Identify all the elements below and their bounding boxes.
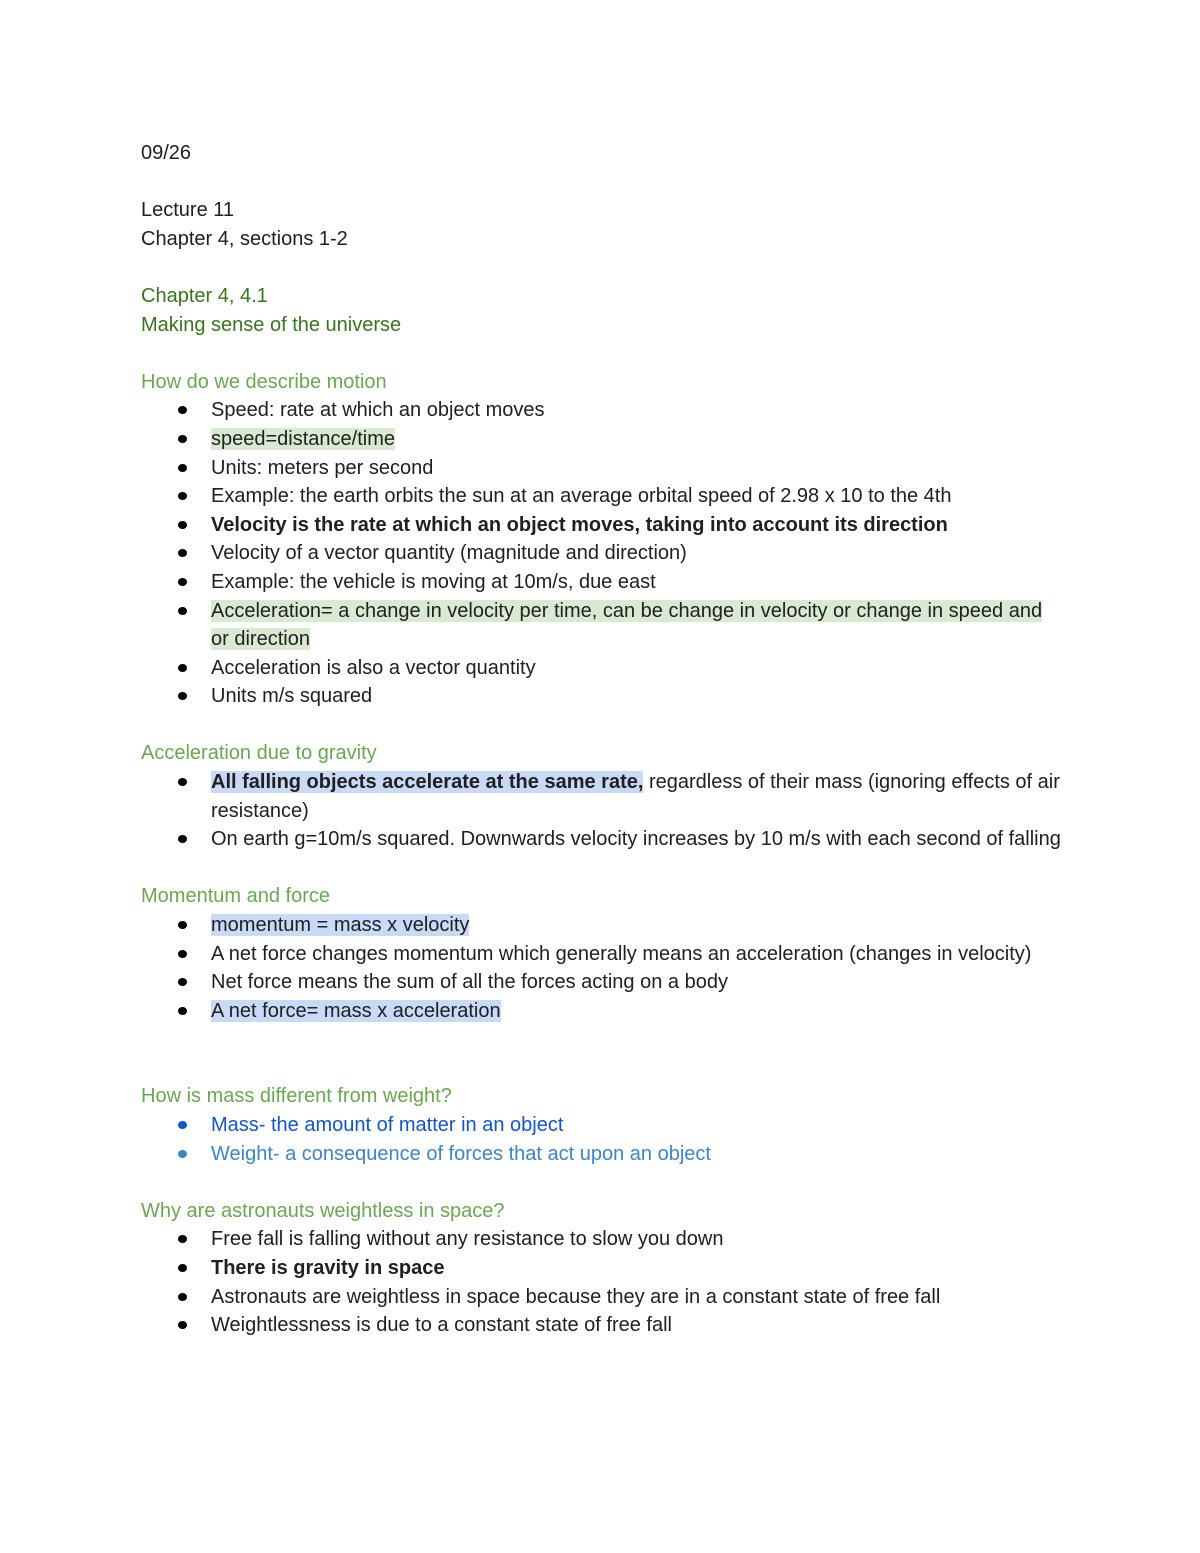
bullet-icon xyxy=(178,1235,187,1243)
list-item: Free fall is falling without any resistance to slow you down xyxy=(141,1225,1061,1254)
bullet-icon xyxy=(178,835,187,843)
list-item: Weight- a consequence of forces that act upon an object xyxy=(141,1140,1061,1169)
bullet-icon xyxy=(178,950,187,958)
bullet-icon xyxy=(178,549,187,557)
list-item: All falling objects accelerate at the same rate, regardless of their mass (ignoring effects of air resistance) xyxy=(141,768,1061,825)
highlighted-formula: speed=distance/time xyxy=(211,427,396,450)
lecture-line: Lecture 11 xyxy=(141,199,235,222)
mass-weight-list xyxy=(141,1111,1061,1168)
bullet-icon xyxy=(178,1007,187,1015)
chapter-subtitle: Making sense of the universe xyxy=(141,313,402,336)
section-heading-momentum: Momentum and force xyxy=(141,885,330,908)
bullet-icon xyxy=(178,607,187,615)
document-page xyxy=(141,139,1061,1340)
list-item xyxy=(141,1254,1061,1283)
bullet-icon xyxy=(178,978,187,986)
list-item xyxy=(141,597,1061,654)
highlighted-formula: A net force= mass x acceleration xyxy=(211,999,501,1022)
list-item: Acceleration is also a vector quantity xyxy=(141,654,1061,683)
list-item: Mass- the amount of matter in an object xyxy=(141,1111,1061,1140)
bullet-icon xyxy=(178,1121,187,1129)
list-item xyxy=(141,911,1061,940)
list-item: Units: meters per second xyxy=(141,454,1061,483)
astronauts-list xyxy=(141,1225,1061,1339)
section-heading-astronauts: Why are astronauts weightless in space? xyxy=(141,1199,505,1222)
highlighted-formula: momentum = mass x velocity xyxy=(211,914,470,937)
bullet-icon xyxy=(178,492,187,500)
bullet-icon xyxy=(178,1293,187,1301)
list-item xyxy=(141,425,1061,454)
list-item: Example: the earth orbits the sun at an average orbital speed of 2.98 x 10 to the 4th xyxy=(141,482,1061,511)
bullet-icon xyxy=(178,921,187,929)
list-item xyxy=(141,997,1061,1026)
bullet-icon xyxy=(178,664,187,672)
list-item: Astronauts are weightless in space because they are in a constant state of free fall xyxy=(141,1283,1061,1312)
bullet-icon xyxy=(178,1264,187,1272)
section-heading-motion: How do we describe motion xyxy=(141,370,387,393)
bullet-icon xyxy=(178,578,187,586)
list-item xyxy=(141,511,1061,540)
chapter-sections-line: Chapter 4, sections 1-2 xyxy=(141,227,348,250)
list-item: Velocity of a vector quantity (magnitude and direction) xyxy=(141,539,1061,568)
bold-definition: Velocity is the rate at which an object moves, taking into account its direction xyxy=(211,513,948,536)
bullet-icon xyxy=(178,521,187,529)
motion-list xyxy=(141,396,1061,711)
momentum-list xyxy=(141,911,1061,1025)
bullet-icon xyxy=(178,464,187,472)
section-heading-gravity: Acceleration due to gravity xyxy=(141,742,377,765)
highlighted-bold-statement: All falling objects accelerate at the same rate, xyxy=(211,771,644,794)
list-item: Example: the vehicle is moving at 10m/s, due east xyxy=(141,568,1061,597)
bold-statement: There is gravity in space xyxy=(211,1256,445,1279)
highlighted-definition: Acceleration= a change in velocity per time, can be change in velocity or change in speed and or direction xyxy=(211,599,1043,651)
bullet-icon xyxy=(178,1150,187,1158)
list-item: On earth g=10m/s squared. Downwards velocity increases by 10 m/s with each second of falling xyxy=(141,825,1061,854)
list-item: Speed: rate at which an object moves xyxy=(141,396,1061,425)
bullet-icon xyxy=(178,692,187,700)
list-item: A net force changes momentum which generally means an acceleration (changes in velocity) xyxy=(141,940,1061,969)
section-heading-mass-weight: How is mass different from weight? xyxy=(141,1085,452,1108)
list-item: Weightlessness is due to a constant state of free fall xyxy=(141,1311,1061,1340)
list-item: Net force means the sum of all the forces acting on a body xyxy=(141,968,1061,997)
bullet-icon xyxy=(178,778,187,786)
date-line: 09/26 xyxy=(141,142,192,164)
bullet-icon xyxy=(178,435,187,443)
bullet-icon xyxy=(178,406,187,414)
gravity-list xyxy=(141,768,1061,854)
chapter-heading: Chapter 4, 4.1 xyxy=(141,284,268,307)
bullet-icon xyxy=(178,1321,187,1329)
list-item: Units m/s squared xyxy=(141,682,1061,711)
